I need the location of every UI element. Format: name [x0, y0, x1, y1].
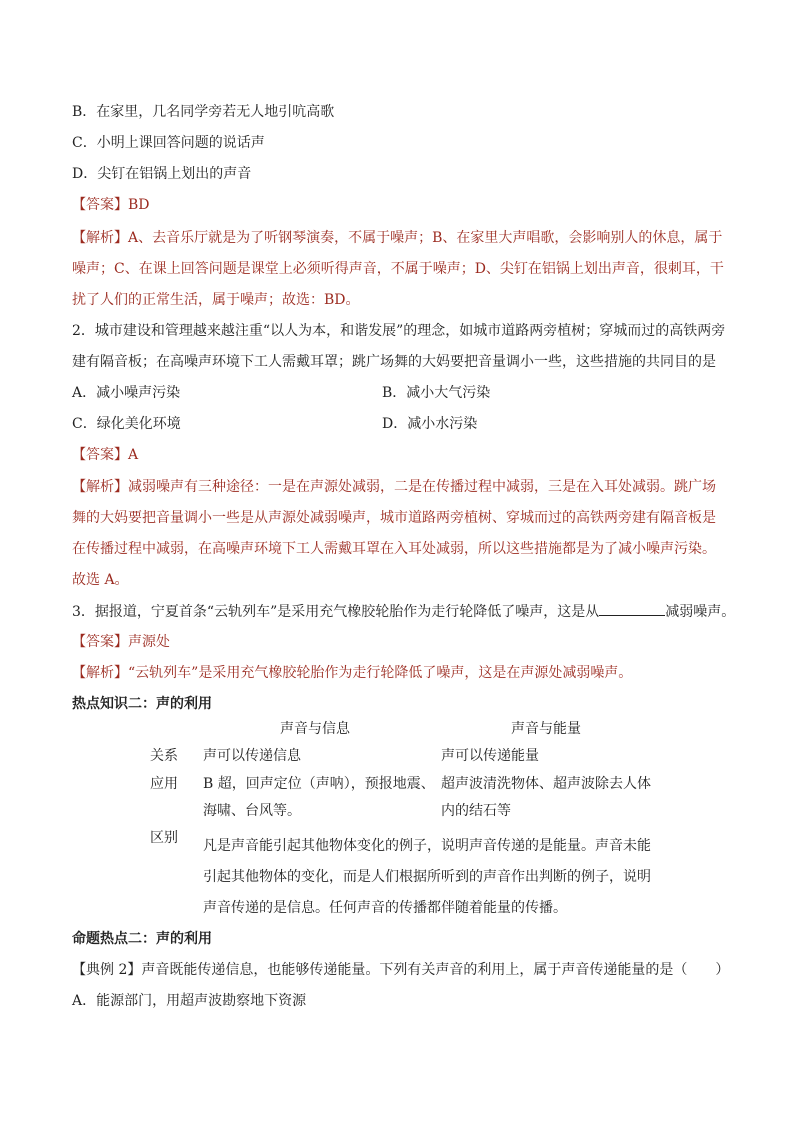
- q2-analysis-line3: 在传播过程中减弱，在高噪声环境下工人需戴耳罩在入耳处减弱，所以这些措施都是为了减小噪声污染。: [72, 541, 716, 557]
- answer-tag: 【答案】: [72, 197, 128, 213]
- fill-blank[interactable]: [599, 601, 665, 616]
- q3-answer: [72, 632, 170, 652]
- q2-stem-line2: 建有隔音板；在高噪声环境下工人需戴耳罩；跳广场舞的大妈要把音量调小一些，这些措施的共同目的是: [72, 354, 716, 370]
- section-heading-knowledge: 热点知识二：声的利用: [72, 696, 212, 712]
- analysis-tag: 【解析】: [72, 479, 128, 495]
- table-row-label-diff: 区别: [150, 830, 178, 846]
- answer-value: BD: [128, 197, 150, 213]
- table-cell: 凡是声音能引起其他物体变化的例子，说明声音传递的是能量。声音未能: [203, 838, 651, 854]
- table-cell: 声可以传递能量: [441, 748, 539, 764]
- q1-option-d: D．尖钉在铝锅上划出的声音: [72, 166, 252, 182]
- q2-option-a: A．减小噪声污染: [72, 385, 181, 401]
- q3-stem: [72, 601, 735, 622]
- table-cell: 内的结石等: [441, 803, 511, 819]
- q2-option-b: B．减小大气污染: [382, 385, 491, 401]
- table-row-label-apply: 应用: [150, 776, 178, 792]
- example2-stem: [72, 960, 729, 980]
- q2-analysis-line4: 故选 A。: [72, 572, 129, 588]
- analysis-text: A、去音乐厅就是为了听钢琴演奏，不属于噪声；B、在家里大声唱歌，会影响别人的休息，属于: [128, 230, 723, 246]
- q3-stem-after: 减弱噪声。: [665, 604, 736, 620]
- answer-value: 声源处: [128, 634, 170, 650]
- table-cell: 声可以传递信息: [203, 748, 301, 764]
- section-heading-hot: 命题热点二：声的利用: [72, 931, 212, 947]
- q1-analysis-line2: 噪声；C、在课上回答问题是课堂上必须听得声音，不属于噪声；D、尖钉在铝锅上划出声音，很刺耳，干: [72, 261, 724, 277]
- table-cell: 声音传递的是信息。任何声音的传播都伴随着能量的传播。: [203, 900, 567, 916]
- q2-option-c: C．绿化美化环境: [72, 416, 181, 432]
- q1-analysis-line1: [72, 228, 722, 248]
- answer-tag: 【答案】: [72, 447, 128, 463]
- analysis-tag: 【解析】: [72, 665, 128, 681]
- q1-answer: [72, 195, 150, 215]
- q2-stem-line1: 2．城市建设和管理越来越注重“以人为本，和谐发展”的理念，如城市道路两旁植树；穿城而过的高铁两旁: [72, 323, 726, 339]
- q1-option-c: C．小明上课回答问题的说话声: [72, 135, 265, 151]
- analysis-text: 减弱噪声有三种途径：一是在声源处减弱，二是在传播过程中减弱，三是在入耳处减弱。跳广场: [128, 479, 716, 495]
- answer-value: A: [128, 447, 139, 463]
- q2-analysis-line1: [72, 477, 716, 497]
- table-header-info: 声音与信息: [280, 721, 350, 737]
- table-row-label-relation: 关系: [150, 748, 178, 764]
- example2-option-a: A．能源部门，用超声波勘察地下资源: [72, 993, 307, 1009]
- q3-stem-before: 3．据报道，宁夏首条“云轨列车”是采用充气橡胶轮胎作为走行轮降低了噪声，这是从: [72, 604, 600, 620]
- q3-analysis: [72, 663, 632, 683]
- q2-option-d: D．减小水污染: [382, 416, 478, 432]
- q1-option-b: B．在家里，几名同学旁若无人地引吭高歌: [72, 104, 335, 120]
- table-header-energy: 声音与能量: [511, 721, 581, 737]
- answer-tag: 【答案】: [72, 634, 128, 650]
- analysis-tag: 【解析】: [72, 230, 128, 246]
- table-cell: 海啸、台风等。: [203, 803, 301, 819]
- table-cell: 引起其他物体的变化，而是人们根据所听到的声音作出判断的例子，说明: [203, 869, 651, 885]
- table-cell: B 超，回声定位（声呐），预报地震、: [203, 776, 435, 792]
- q1-analysis-line3: 扰了人们的正常生活，属于噪声；故选：BD。: [72, 292, 360, 308]
- q2-answer: [72, 445, 138, 465]
- example-text: 声音既能传递信息，也能够传递能量。下列有关声音的利用上，属于声音传递能量的是（ ）: [141, 962, 730, 978]
- q2-analysis-line2: 舞的大妈要把音量调小一些是从声源处减弱噪声，城市道路两旁植树、穿城而过的高铁两旁建有隔音板是: [72, 510, 716, 526]
- table-cell: 超声波清洗物体、超声波除去人体: [441, 776, 651, 792]
- analysis-text: “云轨列车”是采用充气橡胶轮胎作为走行轮降低了噪声，这是在声源处减弱噪声。: [128, 665, 633, 681]
- example-tag: 【典例 2】: [72, 962, 142, 978]
